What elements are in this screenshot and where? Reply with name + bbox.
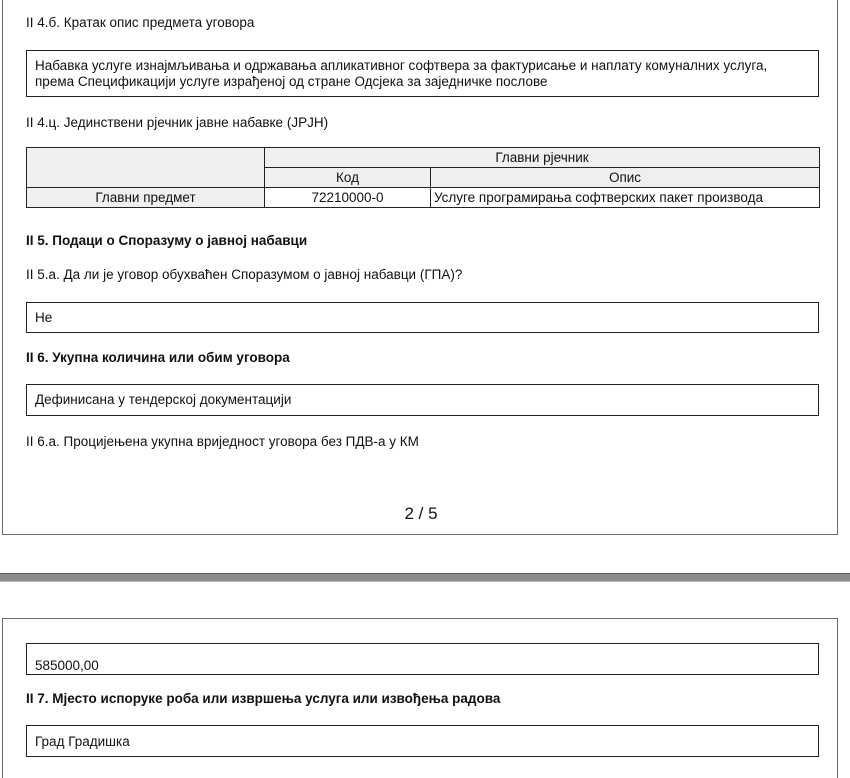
section-5a-question: II 5.а. Да ли је уговор обухваћен Споразумом о јавној набавци (ГПА)? (26, 267, 463, 282)
document-page-2 (2, 0, 838, 535)
estimated-value-box (26, 643, 819, 675)
section-6a-heading: II 6.а. Процијењена укупна вриједност уговора без ПДВ-а у КМ (26, 434, 419, 449)
section-4c-heading: II 4.ц. Јединствени рјечник јавне набавке (ЈРЈН) (26, 115, 329, 130)
contract-description-line-1: Набавка услуге изнајмљивања и одржавања апликативног софтвера за фактурисање и наплату комуналних услуга, (35, 58, 768, 73)
gpa-answer-box (26, 302, 819, 333)
cpv-row-label: Главни предмет (27, 188, 265, 208)
contract-description-line-2: према Спецификацији услуге израђеној од стране Одсјека за заједничке послове (35, 74, 548, 89)
table-row (27, 188, 820, 208)
document-page-3 (2, 618, 838, 778)
cpv-table (26, 147, 820, 208)
quantity-answer: Дефинисана у тендерској документацији (35, 392, 292, 407)
cpv-description-value: Услуге програмирања софтверских пакет производа (431, 188, 820, 208)
estimated-value: 585000,00 (35, 658, 99, 673)
cpv-table-corner (27, 148, 265, 188)
section-5-heading: II 5. Подаци о Споразуму о јавној набавци (26, 233, 308, 248)
gpa-answer: Не (35, 310, 53, 325)
cpv-column-code: Код (265, 168, 431, 188)
section-6-heading: II 6. Укупна количина или обим уговора (26, 350, 290, 365)
delivery-place: Град Градишка (35, 734, 130, 749)
page-separator (0, 573, 850, 582)
cpv-code-value: 72210000-0 (265, 188, 431, 208)
page-number: 2 / 5 (404, 504, 438, 523)
cpv-column-description: Опис (431, 168, 820, 188)
cpv-group-header: Главни рјечник (265, 148, 820, 168)
section-7-heading: II 7. Мјесто испоруке роба или извршења услуга или извођења радова (26, 691, 501, 706)
quantity-answer-box (26, 384, 819, 416)
section-4b-heading: II 4.б. Кратак опис предмета уговора (26, 15, 255, 30)
delivery-place-box (26, 725, 819, 757)
contract-description-box (26, 50, 819, 97)
